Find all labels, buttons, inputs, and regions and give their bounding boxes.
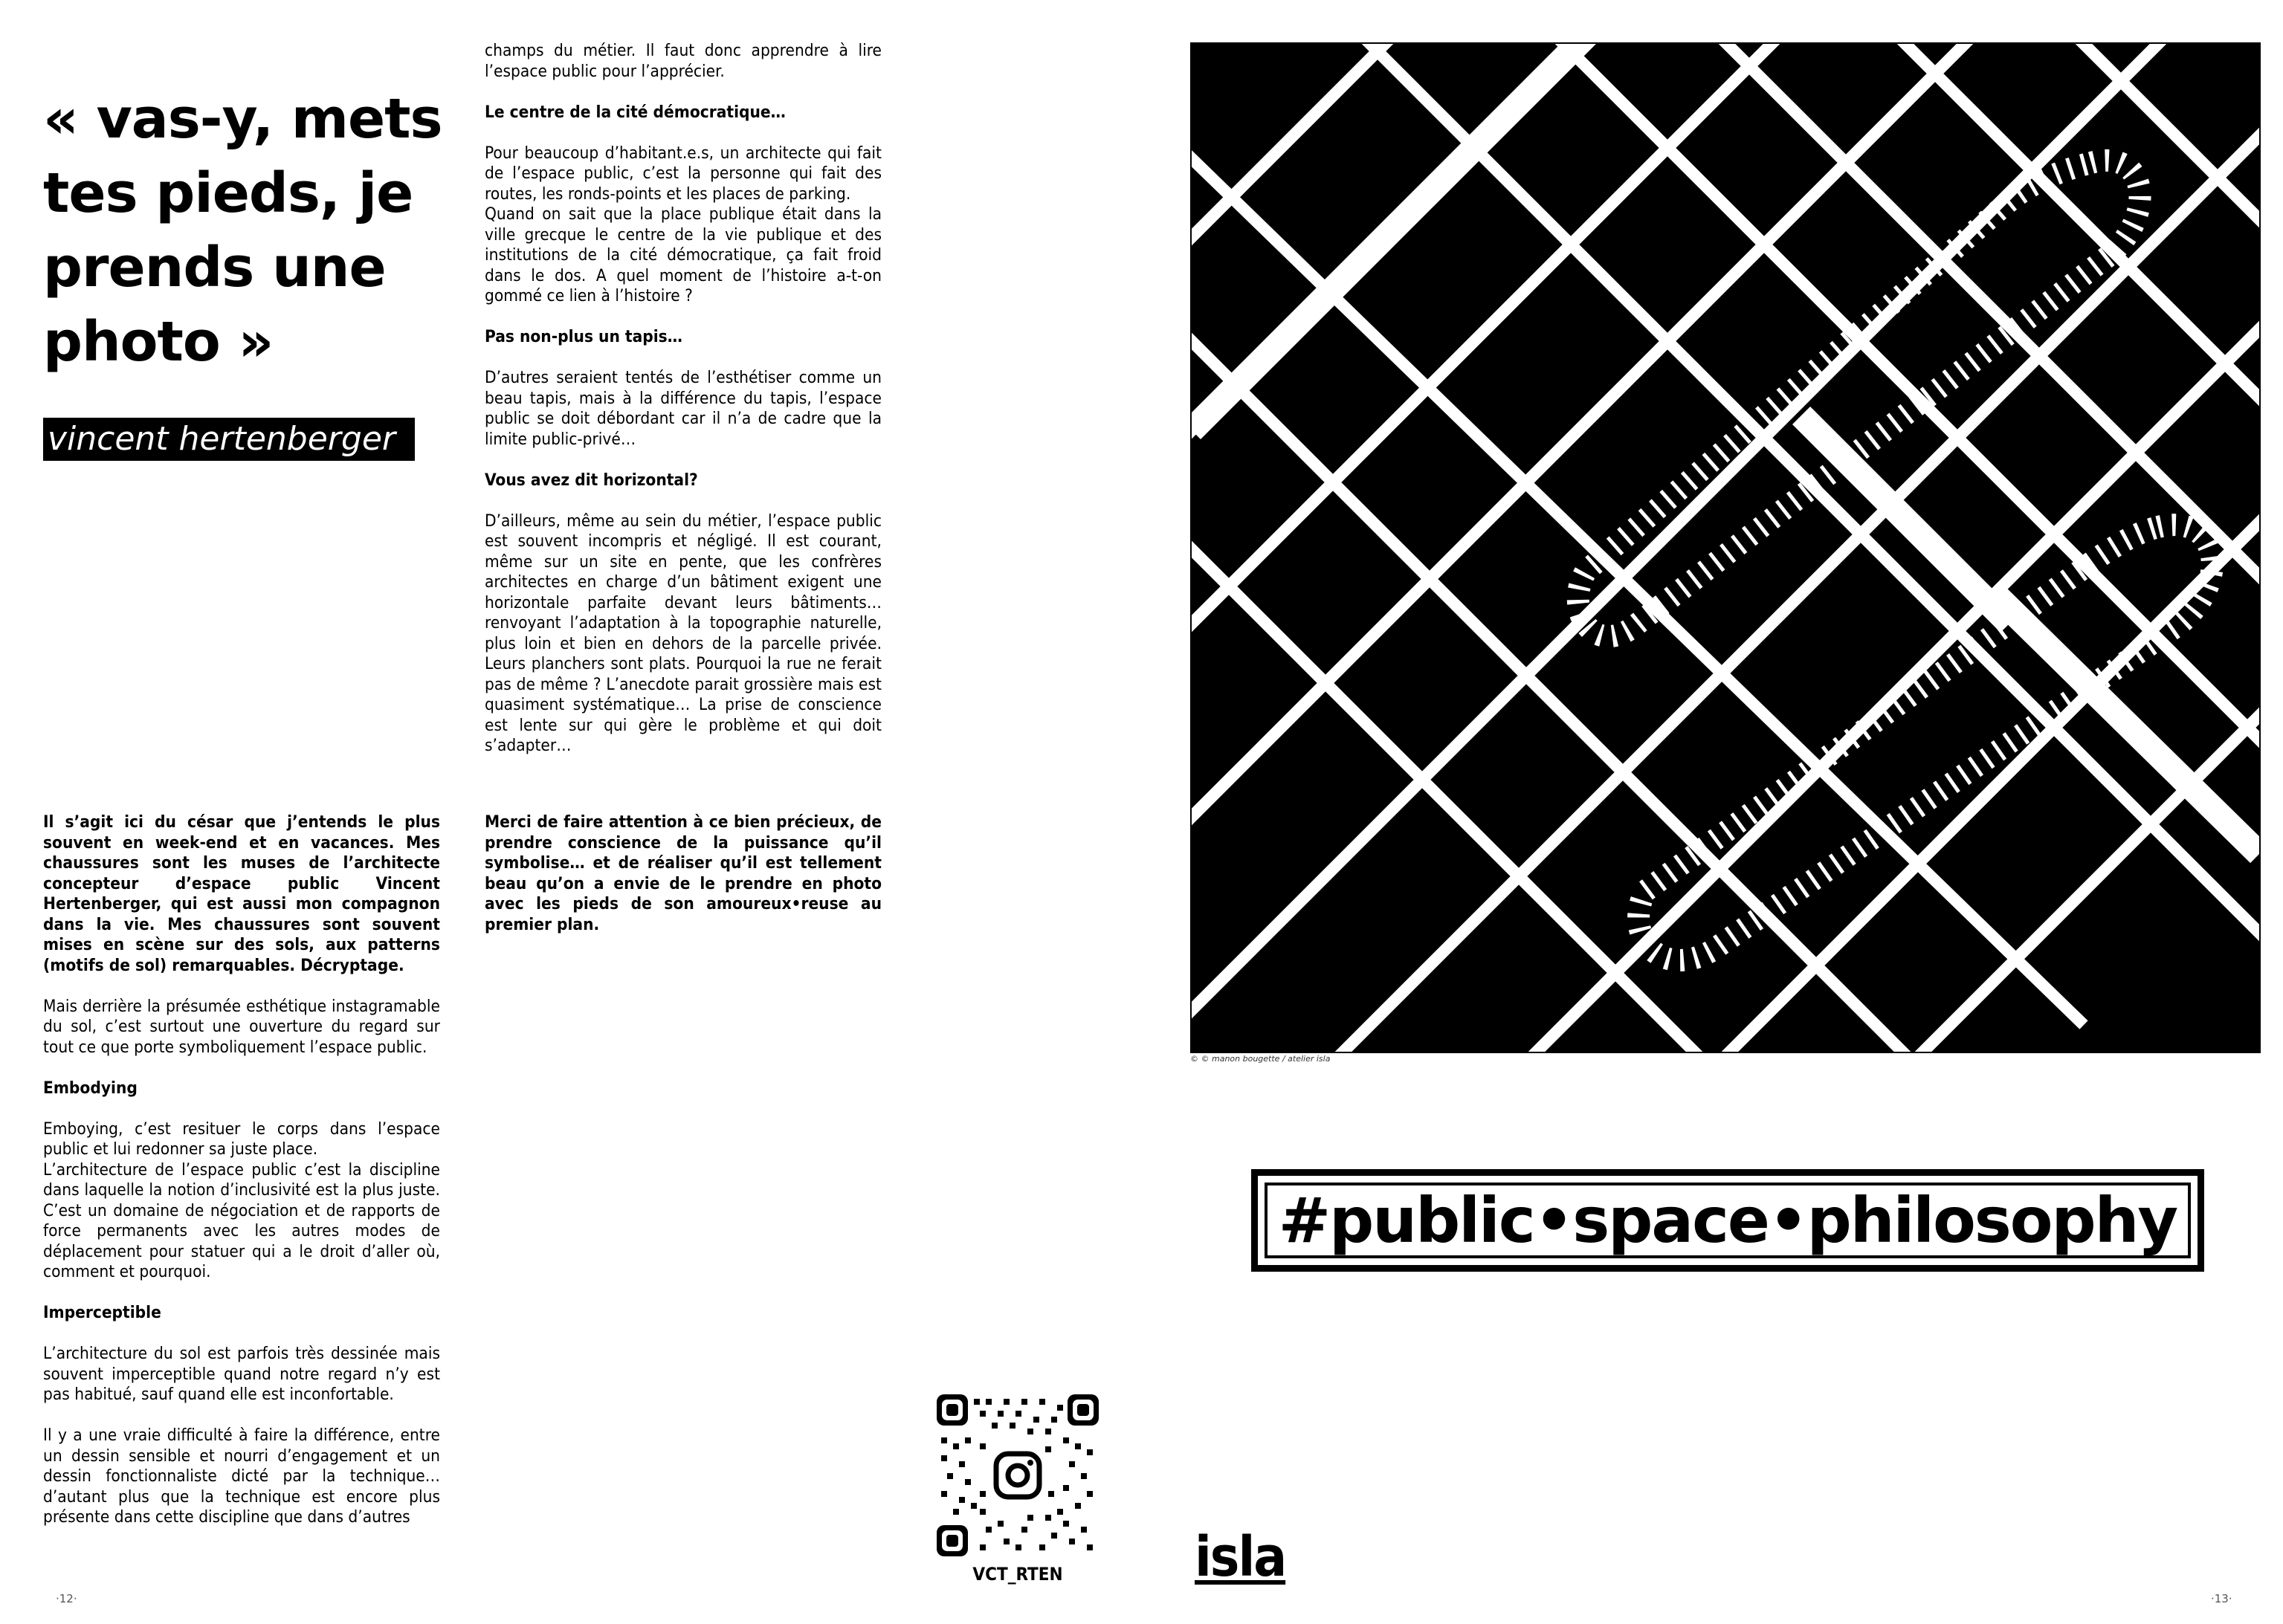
section-heading-centre: Le centre de la cité démocratique… <box>485 102 786 122</box>
paragraph: Quand on sait que la place publique était dans la ville grecque le centre de la vie publique et des institutions de la cité démocratique, ça fait froid dans le dos. A quel moment de l’histoire a-t-on gommé ce lien à l’histoire ? <box>485 204 882 305</box>
text-column-2 <box>485 41 882 777</box>
paragraph: champs du métier. Il faut donc apprendre à lire l’espace public pour l’apprécier. <box>485 41 882 81</box>
hashtag-inner-frame <box>1265 1183 2191 1258</box>
instagram-qr-code[interactable] <box>937 1394 1099 1556</box>
paragraph: Mais derrière la présumée esthétique instagramable du sol, c’est surtout une ouverture du regard sur tout ce que porte symboliquement l’espace public. <box>43 996 440 1057</box>
section-heading-imperceptible: Imperceptible <box>43 1303 161 1322</box>
paragraph: Pour beaucoup d’habitant.e.s, un architecte qui fait de l’espace public, c’est la personne qui fait des routes, les ronds-points et les places de parking. <box>485 143 882 204</box>
footprint-illustration <box>1190 42 2261 1053</box>
author-name: vincent hertenberger <box>43 418 415 461</box>
paragraph: L’architecture de l’espace public c’est la discipline dans laquelle la notion d’inclusivité est la plus juste. C’est un domaine de négociation et de rapports de force permanents avec les autres modes de déplacement pour statuer qui a le droit d’aller où, comment et pourquoi. <box>43 1159 440 1281</box>
paragraph: D’ailleurs, même au sein du métier, l’espace public est souvent incompris et négligé. Il est courant, même sur un site en pente, que les confrères architectes en charge d’un bâtiment exigent une horizontale parfaite devant leurs bâtiments… renvoyant l’adaptation à la topographie naturelle, plus loin et bien en dehors de la parcelle privée. Leurs planchers sont plats. Pourquoi la rue ne ferait pas de même ? L’anecdote parait grossière mais est quasiment systématique… La prise de conscience est lente sur qui gère le problème et qui doit s’adapter… <box>485 511 882 755</box>
paragraph: L’architecture du sol est parfois très dessinée mais souvent imperceptible quand notre regard n’y est pas habitué, sauf quand elle est inconfortable. <box>43 1344 440 1404</box>
article-title: « vas-y, mets tes pieds, je prends une photo » <box>43 87 442 374</box>
paragraph: Il y a une vraie difficulté à faire la différence, entre un dessin sensible et nourri d’engagement et un dessin fonctionnaliste dicté par la technique… d’autant plus que la technique est encore plus présente dans cette discipline que dans d’autres <box>43 1426 440 1527</box>
text-column-1 <box>43 812 440 1548</box>
section-heading-tapis: Pas non-plus un tapis… <box>485 327 682 346</box>
section-heading-embodying: Embodying <box>43 1078 138 1098</box>
isla-logo: isla <box>1195 1525 1286 1589</box>
page-number-left: ·12· <box>56 1592 77 1605</box>
closing-column <box>485 812 882 956</box>
page-number-right: ·13· <box>2211 1592 2232 1605</box>
image-credit: © © manon bougette / atelier isla <box>1190 1054 1331 1064</box>
hashtag-text: #public•space•philosophy <box>1278 1184 2177 1257</box>
paragraph: D’autres seraient tentés de l’esthétiser comme un beau tapis, mais à la différence du tapis, l’espace public se doit débordant car il n’a de cadre que la limite public-privé… <box>485 368 882 449</box>
hashtag-banner <box>1251 1169 2204 1272</box>
section-heading-horizontal: Vous avez dit horizontal? <box>485 470 698 490</box>
paragraph: Emboying, c’est resituer le corps dans l’espace public et lui redonner sa juste place. <box>43 1119 440 1159</box>
intro-paragraph: Il s’agit ici du césar que j’entends le plus souvent en week-end et en vacances. Mes chaussures sont les muses de l’architecte concepteur d’espace public Vincent Hertenberger, qui est aussi mon compagnon dans la vie. Mes chaussures sont souvent mises en scène sur des sols, aux patterns (motifs de sol) remarquables. Décryptage. <box>43 812 440 975</box>
closing-paragraph: Merci de faire attention à ce bien précieux, de prendre conscience de la puissance qu’il symbolise… et de réaliser qu’il est tellement beau qu’on a envie de le prendre en photo avec les pieds de son amoureux•reuse au premier plan. <box>485 812 882 934</box>
qr-handle-label: VCT_RTEN <box>972 1564 1063 1585</box>
